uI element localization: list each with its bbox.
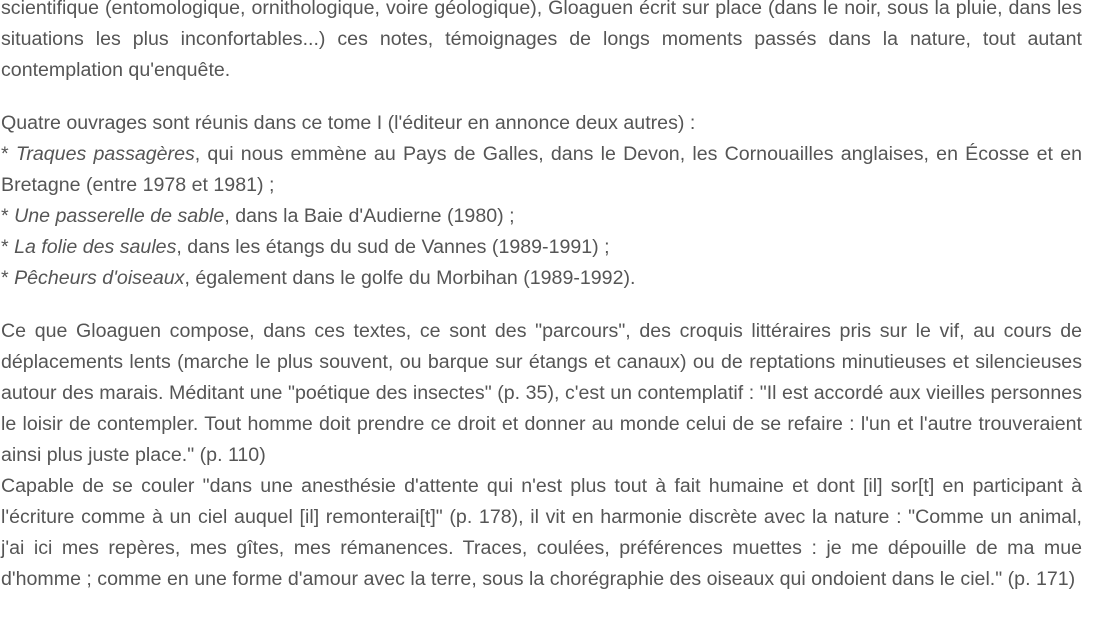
book-item-3 [1,236,610,258]
book-item-2 [1,205,515,227]
article-body [1,0,1082,617]
book-title: Pêcheurs d'oiseaux [14,267,185,289]
bullet-prefix: * [1,236,15,258]
book-description: , dans la Baie d'Audierne (1980) ; [224,205,515,227]
book-description: , qui nous emmène au Pays de Galles, dans le Devon, les Cornouailles anglaises, en Écosse et en Bretagne (entre 1978 et 1981) ; [1,143,1082,196]
paragraph-intro-context: scientifique (entomologique, ornithologique, voire géologique), Gloaguen écrit sur place (dans le noir, sous la pluie, dans les situations les plus inconfortables...) ces notes, témoignages de longs moments passés dans la nature, tout autant contemplation qu'enquête. [1,0,1082,81]
bullet-prefix: * [1,143,16,165]
paragraph-book-list [1,108,1082,294]
book-description: , dans les étangs du sud de Vannes (1989-1991) ; [176,236,610,258]
book-title: Traques passagères [15,143,195,165]
book-list-intro: Quatre ouvrages sont réunis dans ce tome I (l'éditeur en annonce deux autres) : [1,112,696,134]
book-item-1 [1,143,1082,196]
paragraph-analysis [1,316,1082,595]
book-item-4 [1,267,635,289]
analysis-part-2: Capable de se couler "dans une anesthésie d'attente qui n'est plus tout à fait humaine et dont [il] sor[t] en participant à l'écriture comme à un ciel auquel [il] remonterai[t]" (p. 178), il vit en harmonie discrète avec la nature : "Comme un animal, j'ai ici mes repères, mes gîtes, mes rémanences. Traces, coulées, préférences muettes : je me dépouille de ma mue d'homme ; comme en une forme d'amour avec la terre, sous la chorégraphie des oiseaux qui ondoient dans le ciel." (p. 171) [1,475,1082,590]
analysis-part-1: Ce que Gloaguen compose, dans ces textes, ce sont des "parcours", des croquis littéraires pris sur le vif, au cours de déplacements lents (marche le plus souvent, ou barque sur étangs et canaux) ou de reptations minutieuses et silencieuses autour des marais. Méditant une "poétique des insectes" (p. 35), c'est un contemplatif : "Il est accordé aux vieilles personnes le loisir de contempler. Tout homme doit prendre ce droit et donner au monde celui de se refaire : l'un et l'autre trouveraient ainsi plus juste place." (p. 110) [1,320,1082,466]
book-title: La folie des saules [14,236,177,258]
bullet-prefix: * [1,267,15,289]
bullet-prefix: * [1,205,15,227]
book-description: , également dans le golfe du Morbihan (1989-1992). [184,267,636,289]
book-title: Une passerelle de sable [14,205,225,227]
